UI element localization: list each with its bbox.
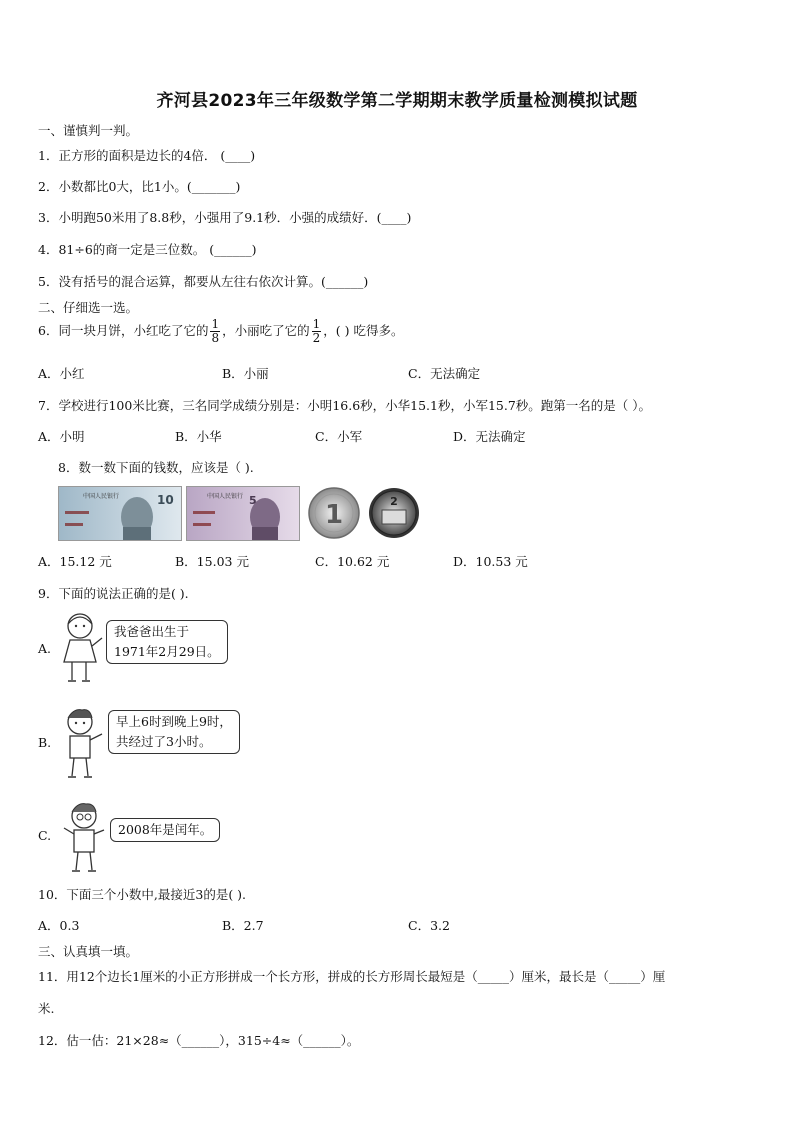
q6-text-post: ，( ) 吃得多。 bbox=[323, 323, 404, 338]
question-7: 7．学校进行100米比赛，三名同学成绩分别是：小明16.6秒，小华15.1秒，小军15.7秒。跑第一名的是（ ）。 bbox=[38, 398, 652, 413]
bill5-bank-name: 中国人民银行 bbox=[207, 493, 244, 500]
two-fen-coin-image bbox=[366, 486, 422, 539]
fraction-numerator: 1 bbox=[211, 317, 220, 331]
q9-option-b-label: B. bbox=[38, 735, 52, 750]
question-11-line-1: 11．用12个边长1厘米的小正方形拼成一个长方形，拼成的长方形周长最短是（_____）厘米，最长是（_____）厘 bbox=[38, 969, 666, 984]
q9-a-speech-bubble bbox=[106, 620, 228, 664]
fraction-numerator: 1 bbox=[312, 317, 321, 331]
q7-option-a: A．小明 bbox=[38, 429, 85, 444]
q9-a-bubble-line-1: 我爸爸出生于 bbox=[114, 624, 190, 639]
q6-option-b: B．小丽 bbox=[222, 366, 269, 381]
bill10-value: 10 bbox=[157, 493, 174, 507]
ten-yuan-bill-image bbox=[58, 486, 182, 541]
boy-icon bbox=[60, 706, 104, 782]
girl-icon bbox=[60, 610, 104, 686]
question-9: 9．下面的说法正确的是( ). bbox=[38, 586, 189, 601]
q9-option-c-label: C. bbox=[38, 828, 52, 843]
boy-figure-icon bbox=[60, 706, 104, 782]
question-2: 2．小数都比0大，比1小。(_______) bbox=[38, 179, 241, 194]
q7-option-b: B．小华 bbox=[175, 429, 222, 444]
ten-yuan-bill-icon bbox=[59, 487, 181, 540]
fraction-one-eighth bbox=[210, 318, 220, 345]
q9-a-bubble-line-2: 1971年2月29日。 bbox=[114, 644, 220, 659]
q8-option-c: C．10.62 元 bbox=[315, 554, 390, 569]
coin2-value: 2 bbox=[390, 495, 398, 508]
q9-b-speech-bubble bbox=[108, 710, 240, 754]
q9-c-speech-bubble bbox=[110, 818, 220, 842]
question-8: 8．数一数下面的钱数，应该是（ ). bbox=[58, 460, 254, 475]
glasses-boy-icon bbox=[62, 800, 106, 876]
q8-option-b: B．15.03 元 bbox=[175, 554, 249, 569]
page-title: 齐河县2023年三年级数学第二学期期末教学质量检测模拟试题 bbox=[156, 91, 638, 111]
fraction-denominator: 8 bbox=[211, 331, 220, 345]
q7-option-c: C．小军 bbox=[315, 429, 363, 444]
q9-option-a-label: A. bbox=[38, 641, 52, 656]
two-fen-coin-icon bbox=[366, 486, 422, 539]
one-yuan-coin-icon bbox=[306, 486, 362, 539]
section-2-heading: 二、仔细选一选。 bbox=[38, 300, 139, 315]
q9-b-bubble-line-1: 早上6时到晚上9时， bbox=[116, 714, 232, 729]
fraction-denominator: 2 bbox=[312, 331, 321, 345]
bill5-value: 5 bbox=[249, 494, 257, 507]
coin1-value: 1 bbox=[324, 500, 344, 530]
bill10-bank-name: 中国人民银行 bbox=[83, 493, 120, 500]
question-6 bbox=[38, 318, 403, 345]
q10-option-c: C．3.2 bbox=[408, 918, 450, 933]
question-11-line-2: 米. bbox=[38, 1001, 55, 1016]
q8-option-d: D．10.53 元 bbox=[453, 554, 528, 569]
question-1: 1．正方形的面积是边长的4倍． (____) bbox=[38, 148, 256, 163]
five-yuan-bill-icon bbox=[187, 487, 299, 540]
q6-text-pre: 6．同一块月饼，小红吃了它的 bbox=[38, 323, 209, 338]
q7-option-d: D．无法确定 bbox=[453, 429, 526, 444]
section-1-heading: 一、谨慎判一判。 bbox=[38, 123, 139, 138]
q6-option-a: A．小红 bbox=[38, 366, 85, 381]
girl-figure-icon bbox=[60, 610, 104, 686]
glasses-boy-figure-icon bbox=[62, 800, 106, 876]
five-yuan-bill-image bbox=[186, 486, 300, 541]
one-yuan-coin-image bbox=[306, 486, 362, 539]
q9-b-bubble-line-2: 共经过了3小时。 bbox=[116, 734, 212, 749]
q10-option-a: A．0.3 bbox=[38, 918, 80, 933]
q6-text-mid: ，小丽吃了它的 bbox=[222, 323, 310, 338]
question-5: 5．没有括号的混合运算，都要从左往右依次计算。(______) bbox=[38, 274, 369, 289]
q8-option-a: A．15.12 元 bbox=[38, 554, 112, 569]
question-12: 12．估一估：21×28≈（______），315÷4≈（______）。 bbox=[38, 1033, 360, 1048]
q9-c-bubble-text: 2008年是闰年。 bbox=[118, 822, 213, 837]
question-3: 3．小明跑50米用了8.8秒，小强用了9.1秒．小强的成绩好．(____) bbox=[38, 210, 412, 225]
q6-option-c: C．无法确定 bbox=[408, 366, 481, 381]
question-10: 10．下面三个小数中,最接近3的是( ). bbox=[38, 887, 247, 902]
q10-option-b: B．2.7 bbox=[222, 918, 264, 933]
question-4: 4．81÷6的商一定是三位数。 (______) bbox=[38, 242, 257, 257]
fraction-one-half bbox=[312, 318, 322, 345]
section-3-heading: 三、认真填一填。 bbox=[38, 944, 139, 959]
